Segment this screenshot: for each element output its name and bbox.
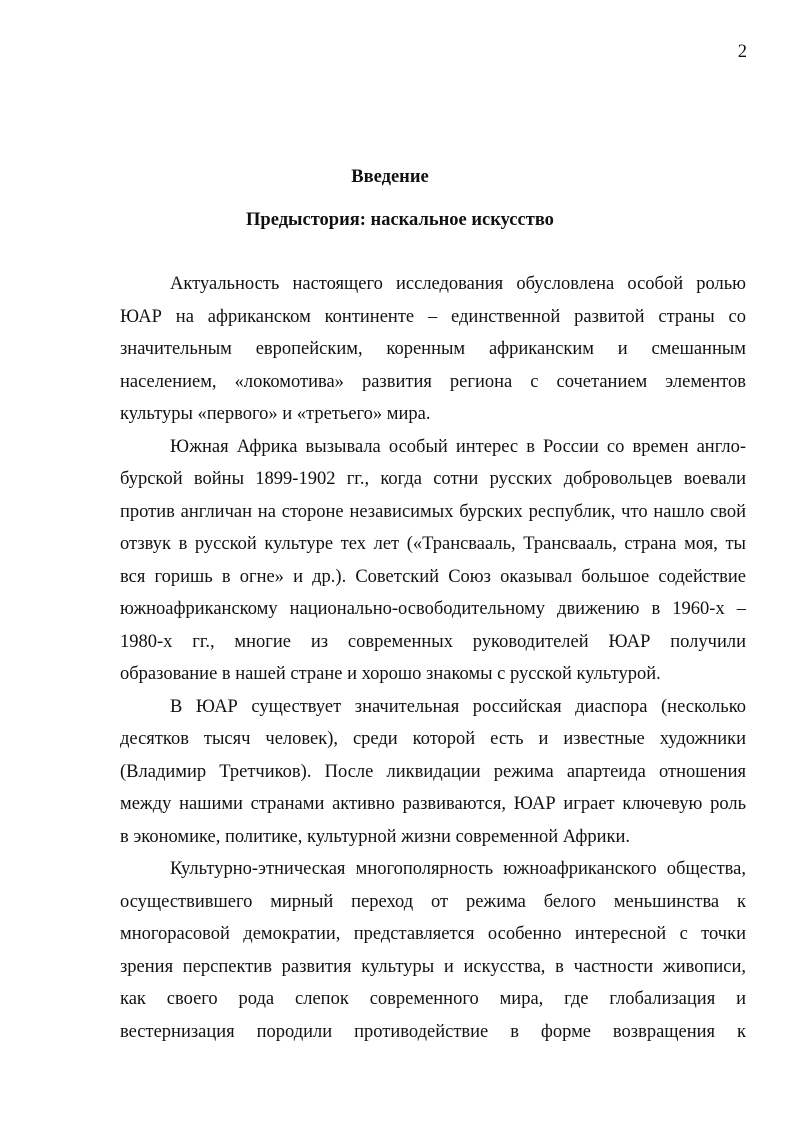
text-line: населением, «локомотива» развития региона с сочетанием элементов (120, 371, 746, 392)
text-line: В ЮАР существует значительная российская диаспора (несколько (170, 696, 746, 717)
page-number: 2 (737, 42, 747, 62)
paragraph (120, 853, 746, 1048)
text-line: осуществившего мирный переход от режима белого меньшинства к (120, 891, 746, 912)
paragraph (120, 431, 746, 691)
text-line: (Владимир Третчиков). После ликвидации режима апартеида отношения (120, 761, 746, 782)
text-line: вестернизация породили противодействие в форме возвращения к (120, 1021, 746, 1042)
text-line: отзвук в русской культуре тех лет («Трансвааль, Трансвааль, страна моя, ты (120, 534, 746, 554)
section-title: Введение (351, 167, 429, 187)
body-text (120, 268, 746, 1048)
text-line: десятков тысяч человек), среди которой есть и известные художники (120, 729, 746, 749)
text-line: Культурно-этническая многополярность южноафриканского общества, (170, 859, 746, 879)
text-line: как своего рода слепок современного мира, где глобализация и (120, 989, 746, 1009)
text-line: ЮАР на африканском континенте – единственной развитой страны со (120, 306, 746, 327)
text-line: в экономике, политике, культурной жизни современной Африки. (120, 826, 631, 847)
text-line: между нашими странами активно развиваются, ЮАР играет ключевую роль (120, 794, 746, 814)
text-line: значительным европейским, коренным африканским и смешанным (120, 339, 746, 359)
paragraph (120, 268, 746, 431)
text-line: южноафриканскому национально-освободительному движению в 1960-х – (120, 599, 746, 619)
text-line: Актуальность настоящего исследования обусловлена особой ролью (170, 274, 746, 294)
text-line: многорасовой демократии, представляется особенно интересной с точки (120, 924, 746, 944)
text-line: 1980-х гг., многие из современных руководителей ЮАР получили (120, 631, 746, 652)
text-line: культуры «первого» и «третьего» мира. (120, 404, 431, 424)
text-line: зрения перспектив развития культуры и искусства, в частности живописи, (120, 956, 746, 977)
paragraph (120, 691, 746, 854)
text-line: вся горишь в огне» и др.). Советский Союз оказывал большое содействие (120, 566, 746, 587)
text-line: против англичан на стороне независимых бурских республик, что нашло свой (120, 501, 746, 522)
text-line: бурской войны 1899-1902 гг., когда сотни русских добровольцев воевали (120, 469, 746, 489)
text-line: Южная Африка вызывала особый интерес в России со времен англо- (170, 436, 746, 457)
text-line: образование в нашей стране и хорошо знакомы с русской культурой. (120, 664, 661, 684)
section-subtitle: Предыстория: наскальное искусство (246, 210, 554, 230)
